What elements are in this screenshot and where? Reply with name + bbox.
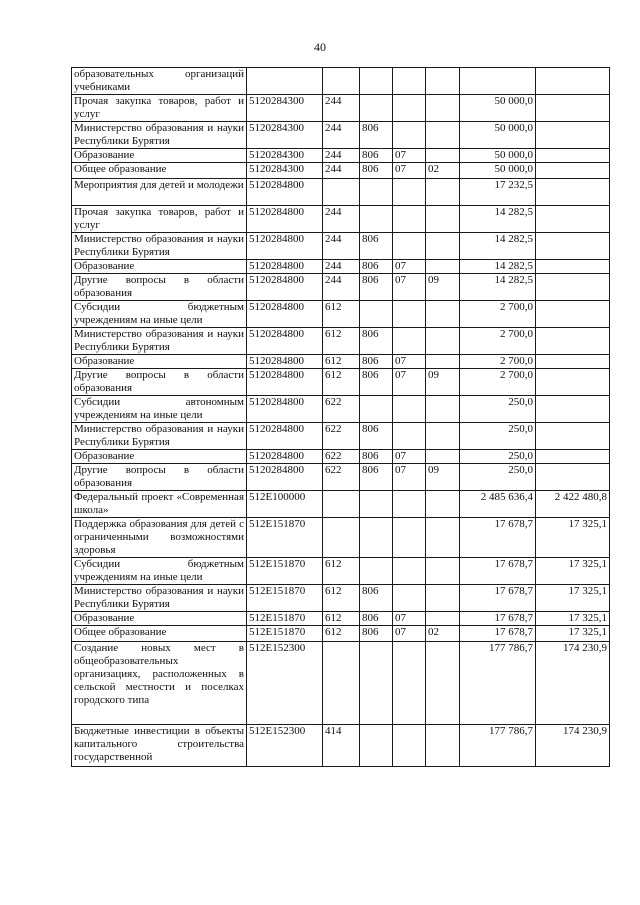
cell-department: 806	[360, 612, 393, 626]
cell-department	[360, 518, 393, 558]
cell-department: 806	[360, 464, 393, 491]
cell-amount-1: 50 000,0	[460, 149, 536, 163]
table-row	[72, 274, 610, 301]
cell-section	[393, 68, 426, 95]
cell-target-code: 5120284800	[247, 179, 323, 206]
cell-amount-1: 17 678,7	[460, 626, 536, 642]
cell-target-code: 5120284300	[247, 95, 323, 122]
cell-amount-2: 17 325,1	[536, 585, 610, 612]
table-row	[72, 585, 610, 612]
cell-section: 07	[393, 355, 426, 369]
cell-expense-type: 244	[323, 149, 360, 163]
cell-subsection	[426, 423, 460, 450]
cell-department	[360, 301, 393, 328]
cell-subsection	[426, 95, 460, 122]
budget-table	[71, 67, 610, 767]
cell-amount-2	[536, 328, 610, 355]
cell-amount-1	[460, 68, 536, 95]
cell-expense-type: 612	[323, 558, 360, 585]
table-row	[72, 233, 610, 260]
cell-section	[393, 518, 426, 558]
cell-amount-1: 250,0	[460, 450, 536, 464]
cell-amount-1: 250,0	[460, 396, 536, 423]
table-row	[72, 491, 610, 518]
table-row	[72, 179, 610, 206]
cell-section	[393, 206, 426, 233]
cell-section: 07	[393, 612, 426, 626]
cell-amount-1: 177 786,7	[460, 642, 536, 725]
cell-amount-1: 17 678,7	[460, 518, 536, 558]
cell-target-code: 5120284800	[247, 450, 323, 464]
cell-target-code: 512E151870	[247, 612, 323, 626]
cell-amount-1: 17 678,7	[460, 612, 536, 626]
table-row	[72, 464, 610, 491]
table-row	[72, 558, 610, 585]
table-row	[72, 396, 610, 423]
cell-amount-1: 17 232,5	[460, 179, 536, 206]
cell-amount-1: 2 485 636,4	[460, 491, 536, 518]
cell-amount-1: 2 700,0	[460, 301, 536, 328]
cell-department: 806	[360, 355, 393, 369]
cell-section: 07	[393, 274, 426, 301]
cell-amount-2: 17 325,1	[536, 558, 610, 585]
cell-expense-type: 612	[323, 369, 360, 396]
cell-expense-type: 244	[323, 95, 360, 122]
cell-section	[393, 725, 426, 767]
cell-subsection	[426, 149, 460, 163]
cell-target-code: 5120284300	[247, 149, 323, 163]
cell-section	[393, 558, 426, 585]
cell-amount-1: 17 678,7	[460, 558, 536, 585]
cell-section	[393, 642, 426, 725]
cell-expense-type: 622	[323, 450, 360, 464]
cell-amount-2	[536, 206, 610, 233]
cell-section: 07	[393, 626, 426, 642]
cell-section	[393, 122, 426, 149]
cell-target-code: 5120284800	[247, 355, 323, 369]
cell-target-code: 5120284300	[247, 163, 323, 179]
table-row	[72, 163, 610, 179]
cell-target-code: 5120284800	[247, 260, 323, 274]
cell-subsection	[426, 328, 460, 355]
cell-subsection	[426, 206, 460, 233]
cell-amount-2	[536, 233, 610, 260]
table-row	[72, 68, 610, 95]
cell-department	[360, 642, 393, 725]
cell-department: 806	[360, 163, 393, 179]
cell-subsection: 02	[426, 163, 460, 179]
cell-amount-1: 14 282,5	[460, 260, 536, 274]
cell-amount-2: 17 325,1	[536, 626, 610, 642]
cell-name: Общее образование	[72, 163, 247, 179]
cell-subsection	[426, 355, 460, 369]
cell-section: 07	[393, 369, 426, 396]
cell-subsection	[426, 260, 460, 274]
cell-department: 806	[360, 260, 393, 274]
cell-department: 806	[360, 626, 393, 642]
cell-department: 806	[360, 233, 393, 260]
cell-target-code: 5120284800	[247, 206, 323, 233]
cell-amount-1: 250,0	[460, 464, 536, 491]
cell-name: Бюджетные инвестиции в объекты капитального строительства государственной	[72, 725, 247, 767]
cell-subsection: 09	[426, 464, 460, 491]
cell-name: Субсидии автономным учреждениям на иные цели	[72, 396, 247, 423]
cell-department	[360, 725, 393, 767]
cell-target-code: 5120284800	[247, 464, 323, 491]
cell-amount-1: 14 282,5	[460, 206, 536, 233]
table-row	[72, 95, 610, 122]
cell-name: Министерство образования и науки Республики Бурятия	[72, 423, 247, 450]
cell-subsection	[426, 725, 460, 767]
cell-target-code: 5120284800	[247, 423, 323, 450]
cell-name: Прочая закупка товаров, работ и услуг	[72, 95, 247, 122]
cell-amount-2	[536, 274, 610, 301]
cell-amount-2	[536, 179, 610, 206]
cell-department: 806	[360, 328, 393, 355]
cell-department: 806	[360, 149, 393, 163]
cell-subsection	[426, 179, 460, 206]
cell-subsection	[426, 612, 460, 626]
cell-expense-type: 612	[323, 612, 360, 626]
cell-target-code: 5120284800	[247, 328, 323, 355]
table-row	[72, 423, 610, 450]
cell-expense-type: 244	[323, 122, 360, 149]
table-row	[72, 301, 610, 328]
cell-name: Образование	[72, 450, 247, 464]
cell-amount-2: 17 325,1	[536, 612, 610, 626]
cell-department: 806	[360, 369, 393, 396]
cell-subsection: 02	[426, 626, 460, 642]
cell-subsection	[426, 491, 460, 518]
cell-subsection	[426, 585, 460, 612]
cell-section	[393, 328, 426, 355]
cell-target-code: 512E152300	[247, 642, 323, 725]
cell-name: Образование	[72, 355, 247, 369]
cell-expense-type: 622	[323, 423, 360, 450]
cell-name: Образование	[72, 260, 247, 274]
cell-target-code: 512E151870	[247, 558, 323, 585]
cell-expense-type: 244	[323, 260, 360, 274]
cell-amount-2: 2 422 480,8	[536, 491, 610, 518]
budget-table-body	[72, 68, 610, 767]
cell-name: Образование	[72, 149, 247, 163]
cell-expense-type: 244	[323, 274, 360, 301]
cell-target-code: 512E151870	[247, 626, 323, 642]
cell-amount-2: 174 230,9	[536, 725, 610, 767]
cell-target-code: 5120284800	[247, 369, 323, 396]
cell-name: Создание новых мест в общеобразовательных организациях, расположенных в сельской местности и поселках городского типа	[72, 642, 247, 725]
cell-expense-type: 414	[323, 725, 360, 767]
cell-department: 806	[360, 585, 393, 612]
cell-section	[393, 301, 426, 328]
cell-target-code: 5120284800	[247, 233, 323, 260]
cell-department: 806	[360, 450, 393, 464]
cell-amount-1: 2 700,0	[460, 369, 536, 396]
cell-expense-type	[323, 68, 360, 95]
cell-amount-2	[536, 122, 610, 149]
cell-amount-1: 2 700,0	[460, 328, 536, 355]
cell-amount-2	[536, 149, 610, 163]
cell-subsection	[426, 642, 460, 725]
cell-department	[360, 491, 393, 518]
cell-name: Общее образование	[72, 626, 247, 642]
cell-amount-2	[536, 423, 610, 450]
cell-amount-2	[536, 355, 610, 369]
cell-subsection	[426, 122, 460, 149]
cell-section: 07	[393, 260, 426, 274]
cell-subsection: 09	[426, 274, 460, 301]
cell-name: Другие вопросы в области образования	[72, 369, 247, 396]
cell-name: Министерство образования и науки Республики Бурятия	[72, 122, 247, 149]
cell-target-code: 512E151870	[247, 585, 323, 612]
cell-section	[393, 585, 426, 612]
cell-amount-1: 50 000,0	[460, 163, 536, 179]
table-row	[72, 260, 610, 274]
cell-subsection	[426, 450, 460, 464]
cell-expense-type	[323, 642, 360, 725]
cell-name: Субсидии бюджетным учреждениям на иные цели	[72, 301, 247, 328]
cell-section: 07	[393, 464, 426, 491]
cell-target-code: 5120284800	[247, 301, 323, 328]
cell-department: 806	[360, 423, 393, 450]
cell-subsection	[426, 558, 460, 585]
cell-amount-2	[536, 95, 610, 122]
cell-section: 07	[393, 450, 426, 464]
table-row	[72, 725, 610, 767]
table-row	[72, 626, 610, 642]
cell-subsection: 09	[426, 369, 460, 396]
cell-amount-2	[536, 68, 610, 95]
cell-expense-type	[323, 179, 360, 206]
cell-department: 806	[360, 122, 393, 149]
cell-section	[393, 491, 426, 518]
cell-expense-type: 612	[323, 328, 360, 355]
cell-amount-2	[536, 301, 610, 328]
cell-department	[360, 95, 393, 122]
cell-target-code: 512E100000	[247, 491, 323, 518]
table-row	[72, 369, 610, 396]
cell-target-code: 5120284300	[247, 122, 323, 149]
cell-section	[393, 423, 426, 450]
table-row	[72, 518, 610, 558]
cell-amount-2	[536, 450, 610, 464]
cell-amount-2	[536, 396, 610, 423]
cell-name: Прочая закупка товаров, работ и услуг	[72, 206, 247, 233]
cell-name: Министерство образования и науки Республики Бурятия	[72, 585, 247, 612]
cell-expense-type: 612	[323, 585, 360, 612]
cell-department	[360, 68, 393, 95]
table-row	[72, 612, 610, 626]
cell-expense-type	[323, 491, 360, 518]
cell-department	[360, 558, 393, 585]
cell-amount-1: 250,0	[460, 423, 536, 450]
cell-amount-1: 50 000,0	[460, 95, 536, 122]
cell-name: Другие вопросы в области образования	[72, 464, 247, 491]
cell-expense-type: 612	[323, 355, 360, 369]
cell-target-code: 512E152300	[247, 725, 323, 767]
cell-subsection	[426, 396, 460, 423]
cell-department: 806	[360, 274, 393, 301]
cell-section: 07	[393, 163, 426, 179]
cell-section	[393, 95, 426, 122]
cell-target-code: 5120284800	[247, 396, 323, 423]
cell-amount-1: 17 678,7	[460, 585, 536, 612]
cell-name: Поддержка образования для детей с ограниченными возможностями здоровья	[72, 518, 247, 558]
cell-amount-1: 177 786,7	[460, 725, 536, 767]
cell-amount-2	[536, 464, 610, 491]
cell-amount-1: 2 700,0	[460, 355, 536, 369]
cell-target-code: 512E151870	[247, 518, 323, 558]
cell-section	[393, 396, 426, 423]
cell-expense-type	[323, 518, 360, 558]
cell-amount-1: 50 000,0	[460, 122, 536, 149]
cell-name: Мероприятия для детей и молодежи	[72, 179, 247, 206]
cell-expense-type: 622	[323, 396, 360, 423]
table-row	[72, 450, 610, 464]
table-row	[72, 642, 610, 725]
table-row	[72, 206, 610, 233]
table-row	[72, 149, 610, 163]
cell-subsection	[426, 518, 460, 558]
cell-target-code	[247, 68, 323, 95]
cell-expense-type: 244	[323, 206, 360, 233]
cell-target-code: 5120284800	[247, 274, 323, 301]
table-row	[72, 355, 610, 369]
cell-expense-type: 612	[323, 301, 360, 328]
cell-department	[360, 206, 393, 233]
cell-name: Образование	[72, 612, 247, 626]
cell-amount-2: 17 325,1	[536, 518, 610, 558]
cell-amount-2: 174 230,9	[536, 642, 610, 725]
cell-section	[393, 233, 426, 260]
cell-expense-type: 612	[323, 626, 360, 642]
cell-section	[393, 179, 426, 206]
cell-name: Федеральный проект «Современная школа»	[72, 491, 247, 518]
cell-department	[360, 179, 393, 206]
cell-name: Министерство образования и науки Республики Бурятия	[72, 233, 247, 260]
cell-subsection	[426, 233, 460, 260]
table-row	[72, 328, 610, 355]
cell-expense-type: 622	[323, 464, 360, 491]
cell-amount-2	[536, 163, 610, 179]
cell-expense-type: 244	[323, 163, 360, 179]
cell-expense-type: 244	[323, 233, 360, 260]
cell-department	[360, 396, 393, 423]
cell-amount-1: 14 282,5	[460, 274, 536, 301]
cell-section: 07	[393, 149, 426, 163]
cell-subsection	[426, 68, 460, 95]
cell-amount-1: 14 282,5	[460, 233, 536, 260]
cell-name: Другие вопросы в области образования	[72, 274, 247, 301]
table-row	[72, 122, 610, 149]
page-number: 40	[314, 40, 326, 54]
cell-name: Субсидии бюджетным учреждениям на иные цели	[72, 558, 247, 585]
cell-amount-2	[536, 260, 610, 274]
cell-name: образовательных организаций учебниками	[72, 68, 247, 95]
cell-name: Министерство образования и науки Республики Бурятия	[72, 328, 247, 355]
cell-amount-2	[536, 369, 610, 396]
cell-subsection	[426, 301, 460, 328]
